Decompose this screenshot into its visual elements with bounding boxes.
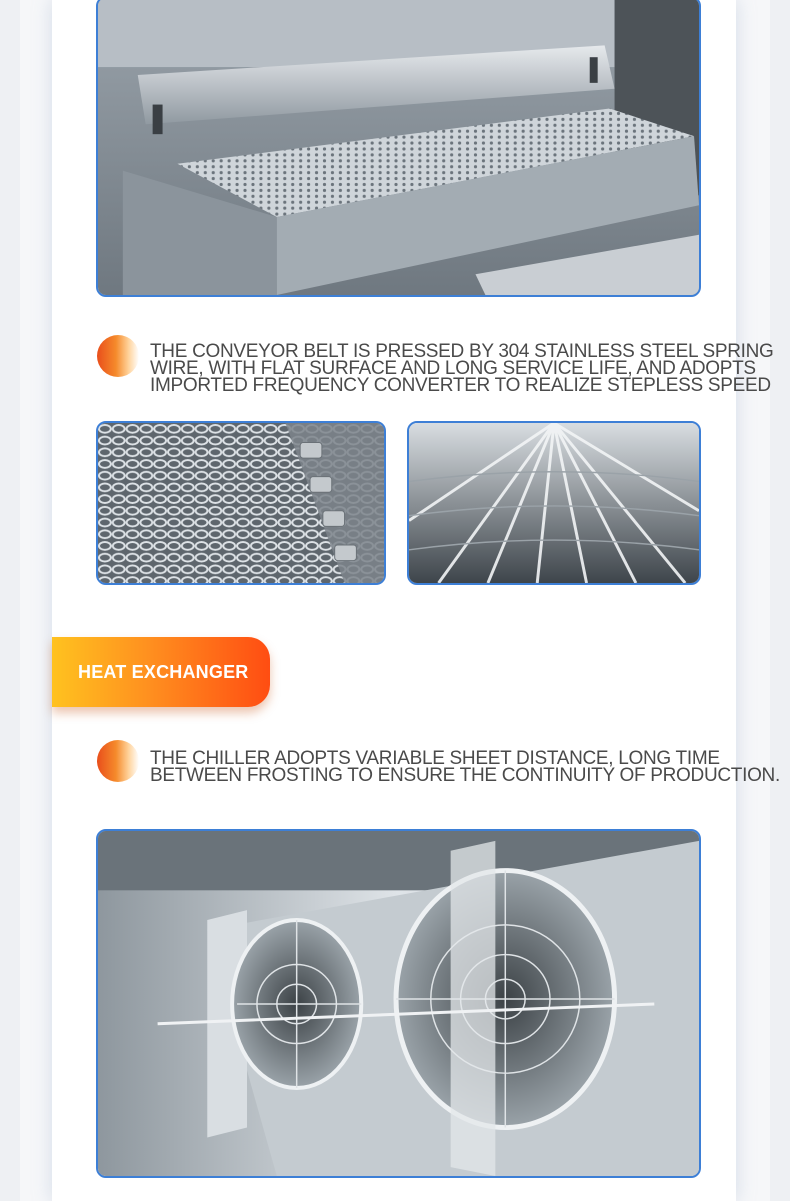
chiller-caption	[150, 750, 780, 784]
section-banner	[52, 637, 270, 707]
caption-line: WIRE, WITH FLAT SURFACE AND LONG SERVICE LIFE, AND ADOPTS	[150, 358, 756, 379]
caption-line: BETWEEN FROSTING TO ENSURE THE CONTINUITY OF PRODUCTION.	[150, 765, 780, 786]
caption-line: THE CHILLER ADOPTS VARIABLE SHEET DISTANCE, LONG TIME	[150, 748, 720, 769]
conveyor-caption	[150, 343, 774, 394]
banner-label: HEAT EXCHANGER	[78, 662, 249, 682]
caption-line: IMPORTED FREQUENCY CONVERTER TO REALIZE STEPLESS SPEED	[150, 375, 771, 396]
heat-exchanger-fans-photo	[96, 829, 701, 1178]
stainless-mesh-belt-photo	[407, 421, 701, 585]
bullet-icon	[97, 335, 139, 377]
bullet-icon	[97, 740, 139, 782]
caption-line: THE CONVEYOR BELT IS PRESSED BY 304 STAINLESS STEEL SPRING	[150, 341, 774, 362]
conveyor-freezer-photo	[96, 0, 701, 297]
spring-wire-belt-photo	[96, 421, 386, 585]
